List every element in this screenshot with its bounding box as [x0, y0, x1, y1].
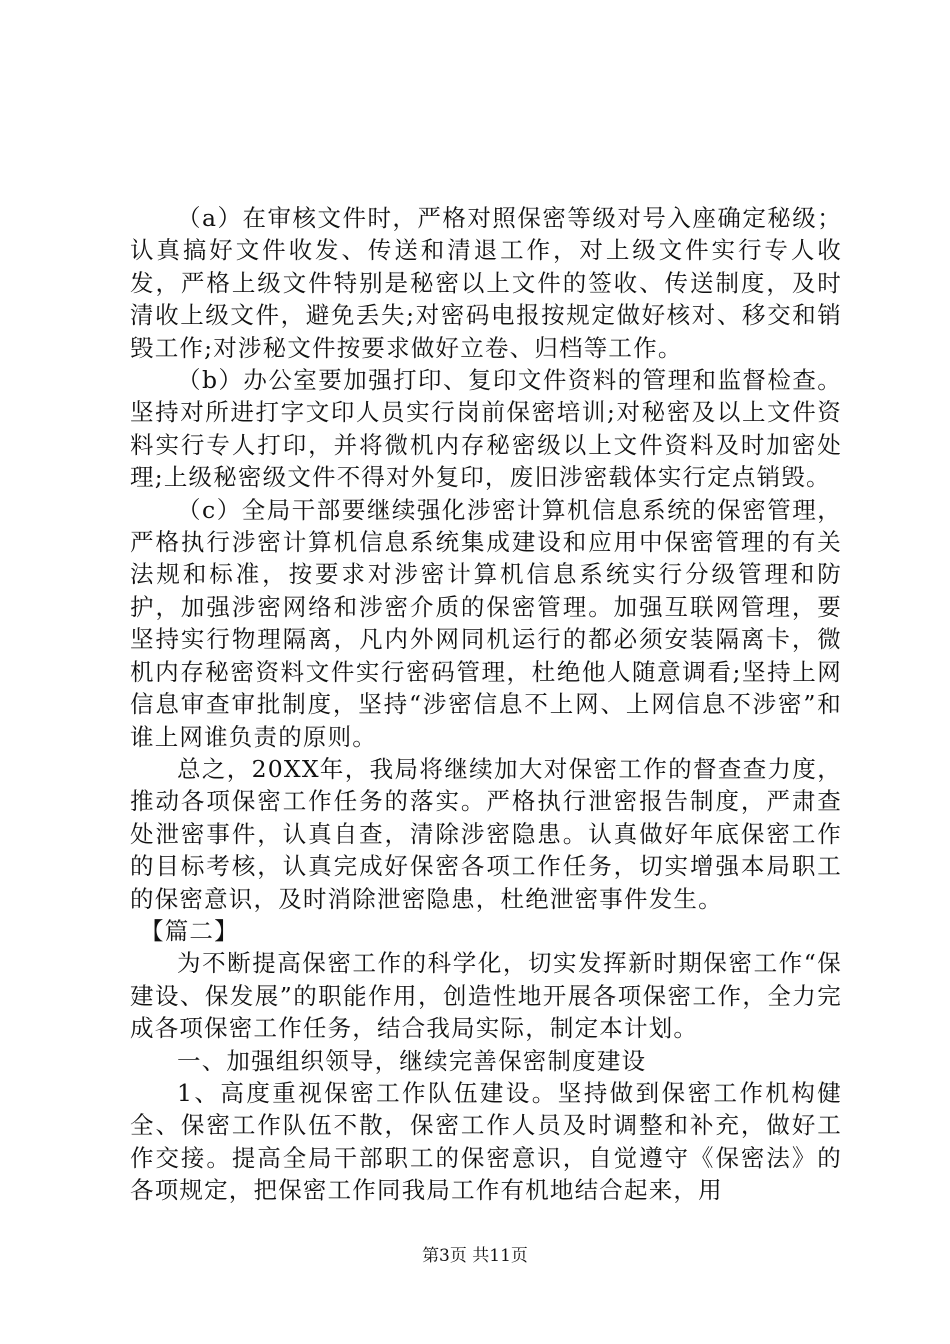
page-footer: 第3页 共11页 [422, 1246, 528, 1266]
part-two-heading: 【篇二】 [140, 916, 239, 945]
document-body [130, 202, 842, 1207]
paragraph-b: （b）办公室要加强打印、复印文件资料的管理和监督检查。坚持对所进打字文印人员实行岗前保密培训;对秘密及以上文件资料实行专人打印，并将微机内存秘密级以上文件资料及时加密处理;上级秘密级文件不得对外复印，废旧涉密载体实行定点销毁。 [130, 366, 842, 492]
paragraph-a: （a）在审核文件时，严格对照保密等级对号入座确定秘级；认真搞好文件收发、传送和清退工作，对上级文件实行专人收发，严格上级文件特别是秘密以上文件的签收、传送制度，及时清收上级文件，避免丢失;对密码电报按规定做好核对、移交和销毁工作;对涉秘文件按要求做好立卷、归档等工作。 [130, 204, 842, 362]
paragraph-summary: 总之，20XX年，我局将继续加大对保密工作的督查查力度，推动各项保密工作任务的落实。严格执行泄密报告制度，严肃查处泄密事件，认真自查，清除涉密隐患。认真做好年底保密工作的目标考核，认真完成好保密各项工作任务，切实增强本局职工的保密意识，及时消除泄密隐患，杜绝泄密事件发生。 [130, 754, 842, 913]
paragraph-c: （c）全局干部要继续强化涉密计算机信息系统的保密管理，严格执行涉密计算机信息系统集成建设和应用中保密管理的有关法规和标准，按要求对涉密计算机信息系统实行分级管理和防护，加强涉密网络和涉密介质的保密管理。加强互联网管理，要坚持实行物理隔离，凡内外网同机运行的都必须安装隔离卡，微机内存秘密资料文件实行密码管理，杜绝他人随意调看;坚持上网信息审查审批制度，坚持“涉密信息不上网、上网信息不涉密”和谁上网谁负责的原则。 [130, 495, 842, 751]
paragraph-item-1: 1、高度重视保密工作队伍建设。坚持做到保密工作机构健全、保密工作队伍不散，保密工作人员及时调整和补充，做好工作交接。提高全局干部职工的保密意识，自觉遵守《保密法》的各项规定，把保密工作同我局工作有机地结合起来，用 [130, 1078, 842, 1205]
paragraph-intro: 为不断提高保密工作的科学化，切实发挥新时期保密工作“保建设、保发展”的职能作用，创造性地开展各项保密工作，全力完成各项保密工作任务，结合我局实际，制定本计划。 [130, 949, 842, 1043]
section-one-title: 一、加强组织领导，继续完善保密制度建设 [177, 1046, 647, 1075]
